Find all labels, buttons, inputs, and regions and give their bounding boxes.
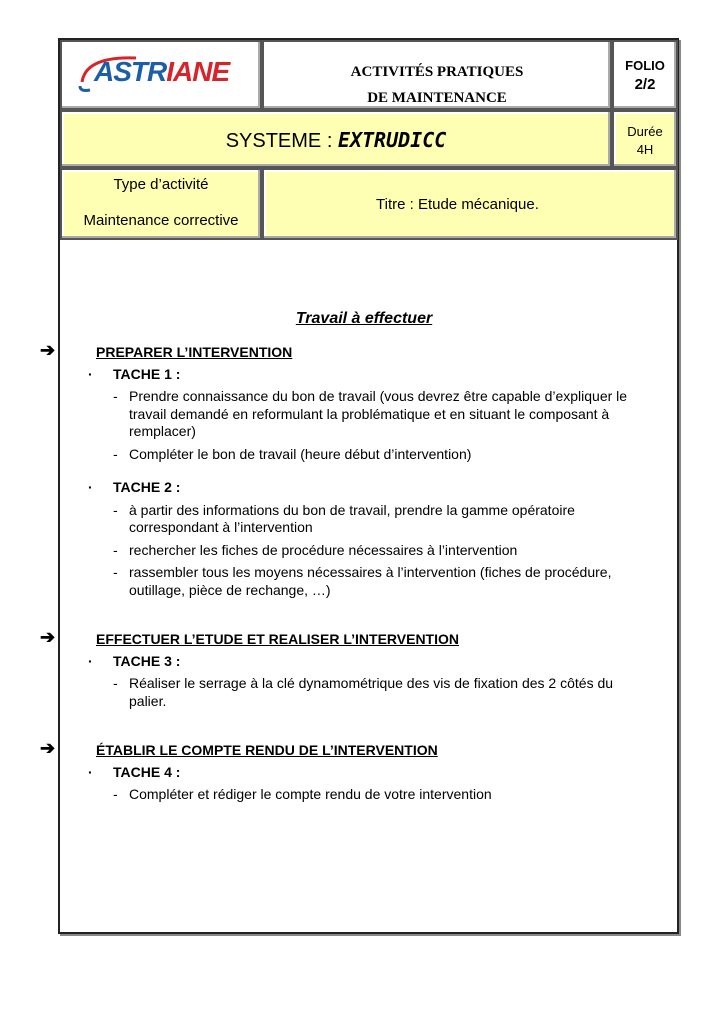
duree-value: 4H	[636, 142, 654, 157]
task-item-text: rechercher les fiches de procédure nécessaires à l’intervention	[129, 541, 518, 558]
dash-icon: -	[113, 388, 118, 404]
task-title-text: TACHE 1 :	[113, 365, 181, 382]
task-title	[40, 764, 680, 782]
task-item-text: à partir des informations du bon de travail, prendre la gamme opératoire correspondant à l’intervention	[129, 501, 575, 535]
arrow-right-icon: ➔	[40, 738, 56, 758]
dash-icon: -	[113, 675, 118, 691]
astriane-logo	[76, 52, 256, 94]
dash-icon: -	[113, 564, 118, 580]
part-title-text: EFFECTUER L’ETUDE ET REALISER L’INTERVENTION	[96, 631, 459, 647]
part-etablir	[40, 738, 680, 804]
dash-icon: -	[113, 786, 118, 802]
activity-type-value: Maintenance corrective	[83, 212, 239, 229]
system-name: EXTRUDICC	[337, 128, 447, 152]
titre-value: Titre : Etude mécanique.	[376, 196, 539, 213]
task-item-text: Compléter et rédiger le compte rendu de votre intervention	[129, 786, 492, 802]
folio-cell	[612, 40, 678, 110]
arrow-right-icon: ➔	[40, 627, 56, 647]
logo-cell	[60, 40, 262, 110]
part-title	[40, 340, 680, 362]
task-4	[40, 764, 680, 804]
system-title	[62, 128, 610, 153]
task-item-text: Compléter le bon de travail (heure début d’intervention)	[129, 445, 472, 462]
part-effectuer	[40, 627, 680, 710]
work-content	[40, 340, 680, 824]
part-title	[40, 738, 680, 760]
system-label: SYSTEME :	[225, 130, 338, 152]
task-item	[40, 446, 649, 464]
task-item	[40, 388, 649, 441]
part-preparer	[40, 340, 680, 599]
part-title-text: ÉTABLIR LE COMPTE RENDU DE L’INTERVENTION	[96, 742, 438, 758]
task-title-text: TACHE 2 :	[113, 479, 181, 495]
dash-icon: -	[113, 541, 118, 558]
folio-label: FOLIO	[625, 58, 665, 73]
task-title-text: TACHE 3 :	[113, 652, 181, 669]
dash-icon: -	[113, 501, 118, 518]
task-title-text: TACHE 4 :	[113, 763, 181, 780]
dash-icon: -	[113, 445, 118, 462]
task-1	[40, 366, 680, 464]
task-item	[40, 564, 649, 599]
task-title	[40, 653, 680, 671]
bullet-dot-icon: ·	[88, 479, 93, 495]
activity-title-cell	[262, 40, 612, 110]
bullet-dot-icon: ·	[88, 763, 93, 780]
task-item	[40, 675, 649, 710]
logo-text-part2: IANE	[166, 56, 230, 87]
arrow-right-icon: ➔	[40, 340, 56, 360]
part-title-text: PREPARER L’INTERVENTION	[96, 344, 293, 360]
activity-type-label: Type d’activité	[113, 176, 209, 193]
task-title	[40, 479, 680, 497]
bullet-dot-icon: ·	[88, 365, 93, 382]
task-item	[40, 786, 649, 804]
work-heading: Travail à effectuer	[295, 310, 433, 327]
task-item-text: Prendre connaissance du bon de travail (vous devrez être capable d’expliquer le travail demandé en reformulant la problématique et en situant le composant à remplacer)	[129, 388, 628, 439]
bullet-dot-icon: ·	[88, 652, 93, 669]
task-item-text: rassembler tous les moyens nécessaires à l’intervention (fiches de procédure, outillage, pièce de rechange, …)	[129, 564, 612, 598]
titre-cell	[262, 168, 678, 240]
logo-text-part1: ASTR	[94, 56, 167, 87]
part-title	[40, 627, 680, 649]
folio-value: 2/2	[634, 76, 656, 93]
activity-type-cell	[60, 168, 262, 240]
duree-label: Durée	[627, 124, 663, 139]
task-item	[40, 542, 649, 560]
task-title	[40, 366, 680, 384]
activity-title-line2: DE MAINTENANCE	[367, 90, 507, 106]
task-item-text: Réaliser le serrage à la clé dynamométrique des vis de fixation des 2 côtés du palier.	[129, 675, 614, 709]
task-2	[40, 479, 680, 599]
system-cell	[60, 110, 612, 168]
task-item	[40, 502, 649, 537]
task-3	[40, 653, 680, 711]
activity-title-line1: ACTIVITÉS PRATIQUES	[350, 64, 524, 80]
duree-cell	[612, 110, 678, 168]
